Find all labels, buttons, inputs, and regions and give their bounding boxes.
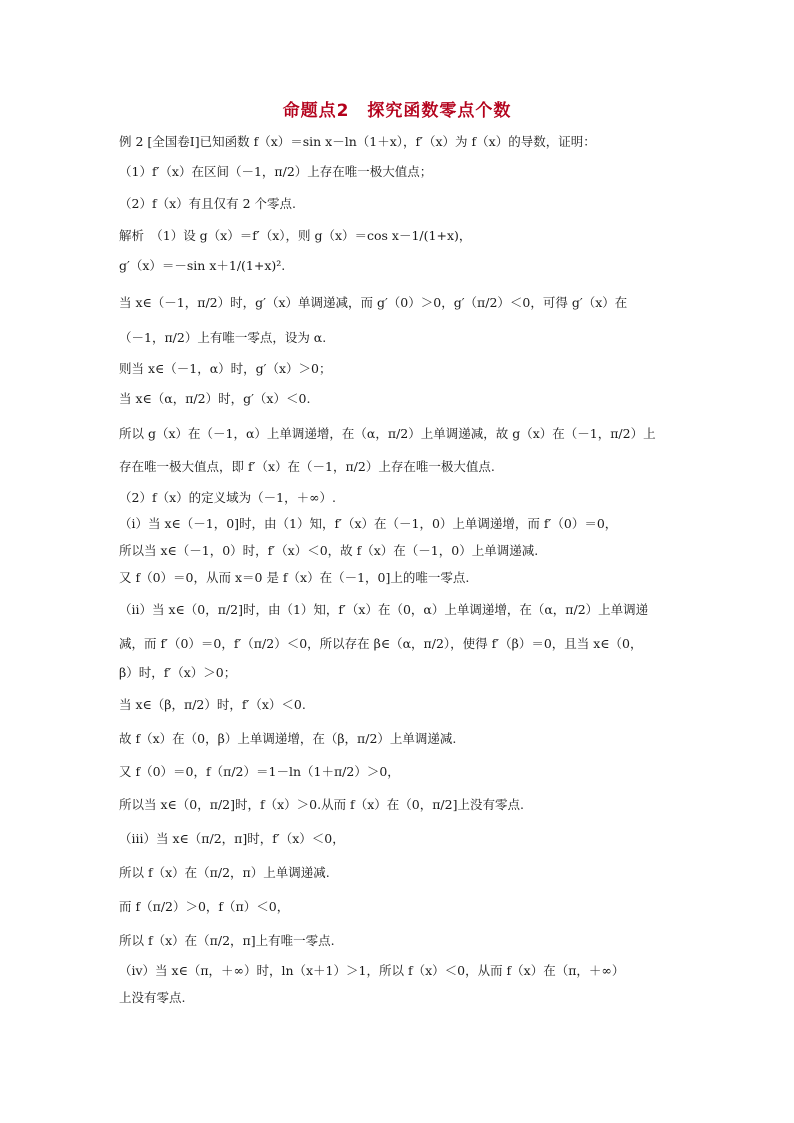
solution-line: （i）当 x∈（－1，0]时，由（1）知，f′（x）在（－1，0）上单调递增，而 f′（0）＝0， <box>119 516 618 531</box>
solution-line: 所以 f（x）在（π/2，π]上有唯一零点. <box>119 933 335 948</box>
solution-line: 存在唯一极大值点，即 f′（x）在（－1，π/2）上存在唯一极大值点. <box>119 459 495 474</box>
solution-line: （2）f（x）的定义域为（－1，＋∞）. <box>119 490 336 505</box>
solution-line: β）时，f′（x）＞0； <box>119 665 237 680</box>
solution-line: 又 f（0）＝0，f（π/2）＝1－ln（1＋π/2）＞0， <box>119 764 400 779</box>
solution-line: （－1，π/2）上有唯一零点，设为 α. <box>119 330 327 345</box>
solution-line: 当 x∈（α，π/2）时，g′（x）＜0. <box>119 391 311 406</box>
solution-line: 上没有零点. <box>119 990 186 1005</box>
problem-part-2: （2）f（x）有且仅有 2 个零点. <box>119 196 297 211</box>
solution-line: 所以当 x∈（0，π/2]时，f（x）＞0.从而 f（x）在（0，π/2]上没有零点. <box>119 797 524 812</box>
problem-statement: 例 2 [全国卷Ⅰ]已知函数 f（x）＝sin x－ln（1＋x），f′（x）为 f（x）的导数，证明： <box>119 134 596 149</box>
solution-line: 而 f（π/2）＞0，f（π）＜0， <box>119 899 290 914</box>
solution-line: （iii）当 x∈（π/2，π]时，f′（x）＜0， <box>119 831 345 846</box>
problem-part-1: （1）f′（x）在区间（－1，π/2）上存在唯一极大值点； <box>119 164 433 179</box>
solution-line: 所以 f（x）在（π/2，π）上单调递减. <box>119 865 330 880</box>
solution-line: 故 f（x）在（0，β）上单调递增，在（β，π/2）上单调递减. <box>119 731 457 746</box>
page-title: 命题点2 探究函数零点个数 <box>282 101 512 121</box>
solution-line: （iv）当 x∈（π，＋∞）时，ln（x＋1）＞1，所以 f（x）＜0，从而 f（x）在（π，＋∞） <box>119 963 625 978</box>
solution-line: g′（x）＝－sin x＋1/(1+x)². <box>119 258 286 273</box>
solution-line: 当 x∈（β，π/2）时，f′（x）＜0. <box>119 697 306 712</box>
solution-line: 则当 x∈（－1，α）时，g′（x）＞0； <box>119 361 332 376</box>
solution-line: 解析 （1）设 g（x）＝f′（x），则 g（x）＝cos x－1/(1+x)， <box>119 228 472 243</box>
solution-line: 所以当 x∈（－1，0）时，f′（x）＜0，故 f（x）在（－1，0）上单调递减. <box>119 543 539 558</box>
solution-line: 减，而 f′（0）＝0，f′（π/2）＜0，所以存在 β∈（α，π/2），使得 f′（β）＝0，且当 x∈（0， <box>119 636 643 651</box>
solution-line: 当 x∈（－1，π/2）时，g′（x）单调递减，而 g′（0）＞0，g′（π/2）＜0，可得 g′（x）在 <box>119 295 628 310</box>
solution-line: （ii）当 x∈（0，π/2]时，由（1）知，f′（x）在（0，α）上单调递增，在（α，π/2）上单调递 <box>119 602 649 617</box>
solution-line: 又 f（0）＝0，从而 x＝0 是 f（x）在（－1，0]上的唯一零点. <box>119 570 470 585</box>
solution-line: 所以 g（x）在（－1，α）上单调递增，在（α，π/2）上单调递减，故 g（x）在（－1，π/2）上 <box>119 426 656 441</box>
